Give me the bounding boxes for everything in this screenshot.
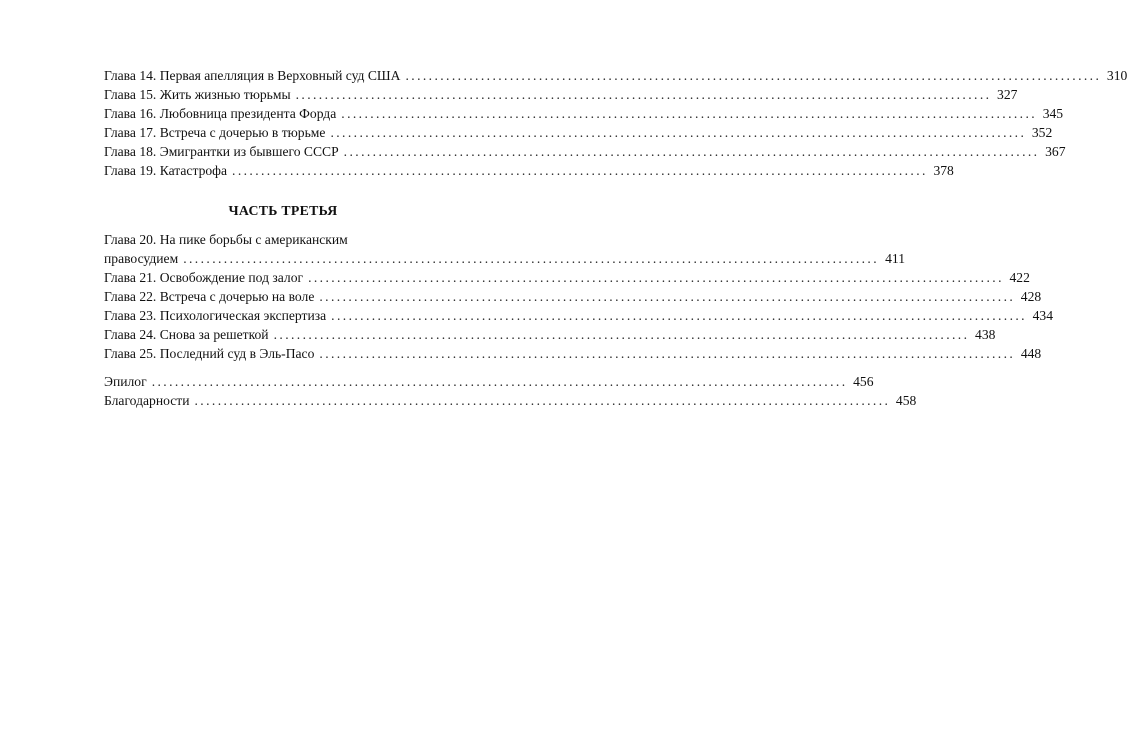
toc-entry [104, 85, 1018, 104]
toc-entry-page: 345 [1042, 106, 1064, 121]
toc-entry-page: 310 [1106, 68, 1127, 83]
toc-entry [104, 161, 954, 180]
toc-entry [104, 287, 1042, 306]
toc-entry-page: 378 [933, 163, 954, 178]
toc-leader-dots: ........................................................................................................................ [183, 251, 880, 266]
toc-entry-page: 438 [975, 327, 996, 342]
toc-entry-title: Глава 19. Катастрофа [104, 163, 228, 178]
toc-entry-title: Глава 18. Эмигрантки из бывшего СССР [104, 144, 339, 159]
toc-entry-title: Глава 23. Психологическая экспертиза [104, 308, 327, 323]
toc-entry [104, 372, 874, 391]
toc-entry-page: 448 [1020, 346, 1042, 361]
part-two-entries [104, 66, 1127, 180]
toc-entry [104, 249, 906, 268]
toc-entry [104, 306, 1053, 325]
toc-entry-title: Глава 15. Жить жизнью тюрьмы [104, 87, 291, 102]
back-matter-entries [104, 372, 917, 410]
toc-leader-dots: ........................................................................................................................ [232, 163, 928, 178]
toc-entry-page: 327 [997, 87, 1018, 102]
toc-entry-title-line: Глава 20. На пике борьбы с американским [104, 232, 348, 247]
toc-leader-dots: ........................................................................................................................ [295, 87, 992, 102]
section-heading: ЧАСТЬ ТРЕТЬЯ [228, 203, 338, 218]
toc-leader-dots: ........................................................................................................................ [341, 106, 1038, 121]
toc-entry-title: правосудием [104, 251, 179, 266]
toc-entry-page: 422 [1009, 270, 1030, 285]
toc-entry-title: Эпилог [104, 374, 147, 389]
toc-leader-dots: ........................................................................................................................ [308, 270, 1004, 285]
toc-leader-dots: ........................................................................................................................ [151, 374, 848, 389]
toc-entry-title: Благодарности [104, 393, 190, 408]
toc-entry-page: 411 [885, 251, 906, 266]
toc-entry [104, 391, 917, 410]
toc-entry-page: 367 [1045, 144, 1066, 159]
toc-leader-dots: ........................................................................................................................ [331, 308, 1027, 323]
toc-entry-title: Глава 16. Любовница президента Форда [104, 106, 337, 121]
toc-entry-title: Глава 14. Первая апелляция в Верховный суд США [104, 68, 401, 83]
toc-entry [104, 66, 1127, 85]
toc-entry-title: Глава 22. Встреча с дочерью на воле [104, 289, 315, 304]
toc-entry-page: 352 [1031, 125, 1053, 140]
section-spacer [104, 363, 462, 372]
toc-leader-dots: ........................................................................................................................ [343, 144, 1040, 159]
toc-entry-page: 428 [1020, 289, 1042, 304]
toc-leader-dots: ........................................................................................................................ [273, 327, 970, 342]
toc-entry [104, 123, 1053, 142]
table-of-contents [104, 66, 1127, 410]
toc-entry-page: 458 [895, 393, 917, 408]
toc-leader-dots: ........................................................................................................................ [194, 393, 891, 408]
toc-leader-dots: ........................................................................................................................ [405, 68, 1102, 83]
toc-entry-title: Глава 21. Освобождение под залог [104, 270, 304, 285]
toc-leader-dots: ........................................................................................................................ [330, 125, 1027, 140]
part-three-entries [104, 230, 1053, 363]
toc-entry [104, 104, 1064, 123]
toc-entry-page: 456 [853, 374, 874, 389]
toc-entry [104, 268, 1030, 287]
toc-entry-title: Глава 17. Встреча с дочерью в тюрьме [104, 125, 326, 140]
toc-entry-title: Глава 25. Последний суд в Эль-Пасо [104, 346, 315, 361]
toc-entry [104, 325, 996, 344]
toc-entry-page: 434 [1032, 308, 1053, 323]
toc-leader-dots: ........................................................................................................................ [319, 346, 1016, 361]
toc-leader-dots: ........................................................................................................................ [319, 289, 1016, 304]
toc-entry [104, 142, 1066, 161]
toc-entry-title: Глава 24. Снова за решеткой [104, 327, 269, 342]
toc-entry [104, 344, 1042, 363]
